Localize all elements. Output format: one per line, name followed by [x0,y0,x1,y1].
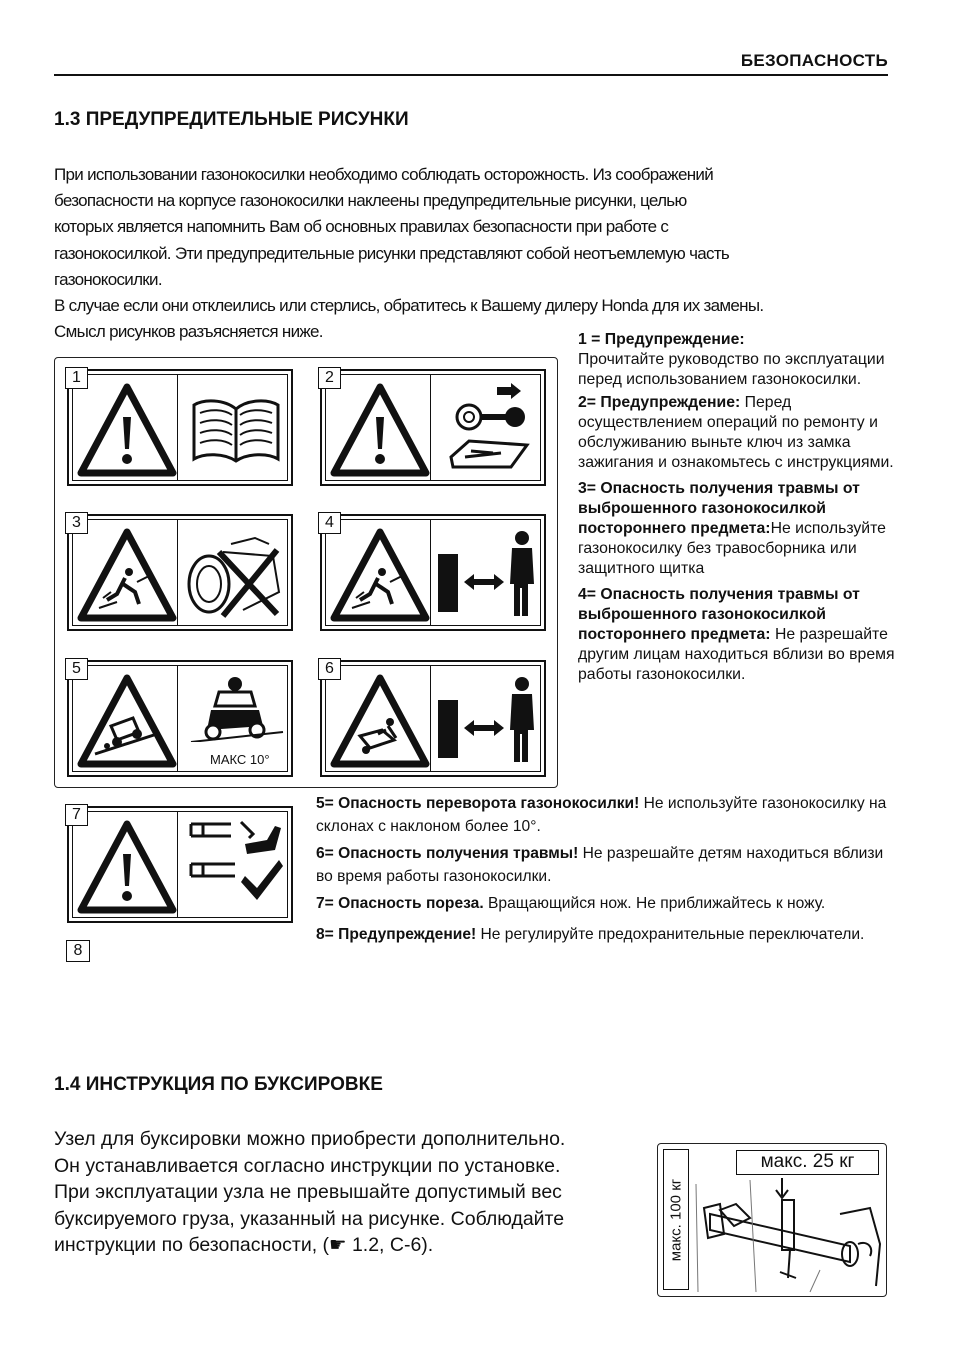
towing-line: Узел для буксировки можно приобрести дополнительно. [54,1128,566,1150]
manual-book-icon [186,391,286,471]
decal-number: 1 [65,367,88,389]
intro-line: безопасности на корпусе газонокосилки наклеены предупредительные рисунки, целью [54,191,687,211]
decal-6 [320,660,546,777]
max-slope-label: МАКС 10° [210,752,270,767]
towing-line: Он устанавливается согласно инструкции по установке. [54,1154,561,1177]
child-danger-warning-icon [330,674,430,769]
section-13-title: 1.3 ПРЕДУПРЕДИТЕЛЬНЫЕ РИСУНКИ [54,109,409,130]
description-item: 7= Опасность пореза. Вращающийся нож. Не приближайтесь к ножу. [316,895,826,912]
towing-line: инструкции по безопасности, (☛ 1.2, C-6). [54,1234,434,1256]
tow-hitch-illustration [690,1174,886,1296]
warning-triangle-icon [77,383,177,478]
intro-line: В случае если они отклеились или стерлись, обратитесь к Вашему дилеру Honda для их замены. [54,296,764,316]
description-item: 6= Опасность получения травмы! Не разрешайте детям находиться вблизи во время работы газонокосилки. [316,845,884,885]
section-14-title: 1.4 ИНСТРУКЦИЯ ПО БУКСИРОВКЕ [54,1074,383,1095]
keep-distance-icon [436,670,540,770]
towing-line: буксируемого груза, указанный на рисунке. Соблюдайте [54,1207,565,1230]
decal-number: 6 [318,658,341,680]
intro-paragraph [54,162,894,345]
warning-triangle-icon [330,383,430,478]
description-item: 2= Предупреждение: Перед осуществлением операций по ремонту и обслуживанию выньте ключ из замка зажигания и ознакомьтесь с инструкциями. [578,394,894,471]
description-item: 1 = Предупреждение: Прочитайте руководство по эксплуатации перед использованием газонокосилки. [578,331,885,388]
intro-line: Смысл рисунков разъясняется ниже. [54,322,323,342]
decal-8-number: 8 [66,940,90,962]
blade-hand-icon [183,814,287,914]
max-tongue-weight-label: макс. 25 кг [736,1150,879,1175]
decal-4 [320,514,546,631]
intro-line: газонокосилки. [54,269,162,289]
description-item: 8= Предупреждение! Не регулируйте предохранительные переключатели. [316,926,865,943]
decal-number: 2 [318,367,341,389]
decal-number: 4 [318,512,341,534]
thrown-object-warning-icon [330,528,430,623]
page-header [54,50,888,76]
towing-figure [657,1143,887,1297]
decal-5 [67,660,293,777]
no-guard-mower-icon [183,522,287,626]
warning-triangle-icon [77,820,177,915]
decal-number: 5 [65,658,88,680]
intro-line: При использовании газонокосилки необходимо соблюдать осторожность. Из соображений [54,165,713,184]
decal-3 [67,514,293,631]
decal-number: 3 [65,512,88,534]
description-item: 5= Опасность переворота газонокосилки! Не используйте газонокосилку на склонах с наклоном более 10°. [316,795,887,835]
towing-paragraph [54,1126,654,1259]
intro-line: газонокосилкой. Эти предупредительные рисунки представляют собой неотъемлемую часть [54,243,730,263]
decal-2 [320,369,546,486]
thrown-object-warning-icon [77,528,177,623]
decal-7 [67,806,293,923]
rollover-warning-icon [77,674,177,769]
decal-number: 7 [65,804,88,826]
keep-distance-icon [436,524,540,624]
decal-1 [67,369,293,486]
description-item: 3= Опасность получения травмы от выброшенного газонокосилкой постороннего предмета:Не используйте газонокосилку без травосборника или защитного щитка [578,480,886,577]
intro-line: которых является напомнить Вам об основных правилах безопасности при работе с [54,217,669,237]
max-tow-weight-label: макс. 100 кг [663,1149,689,1290]
slope-mower-icon [183,672,287,742]
section-label: БЕЗОПАСНОСТЬ [740,51,888,70]
decal-descriptions-side [578,330,918,688]
towing-line: При эксплуатации узла не превышайте допустимый вес [54,1181,562,1203]
remove-key-icon [439,379,539,479]
decal-descriptions-bottom [316,792,896,950]
description-item: 4= Опасность получения травмы от выброшенного газонокосилкой постороннего предмета: Не разрешайте другим лицам находиться вблизи во время работы газонокосилки. [578,586,895,683]
